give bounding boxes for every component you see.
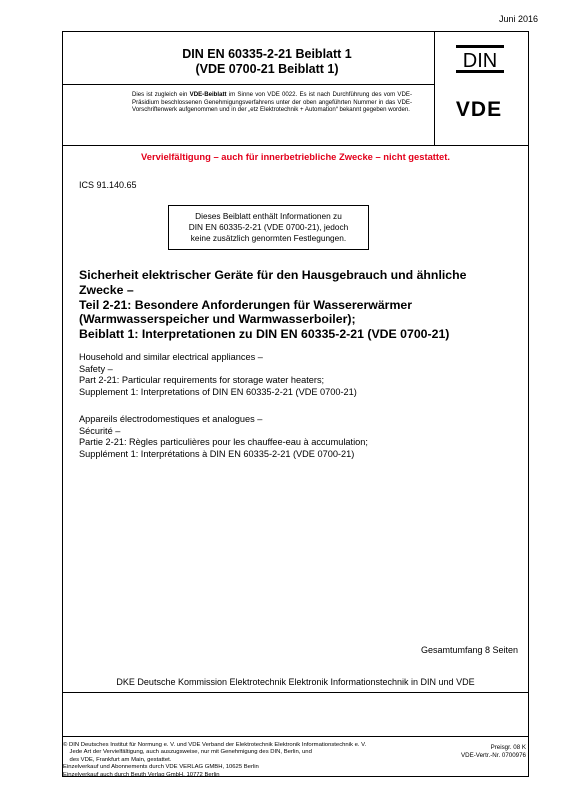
title-french: Appareils électrodomestiques et analogues – Sécurité – Partie 2-21: Règles particulières pour les chauffee-eau à accumulation; Supplément 1: Interprétations à DIN EN 60335-2-21 (VDE 0700-21) bbox=[79, 414, 368, 459]
dke-divider bbox=[63, 692, 528, 693]
title-english: Household and similar electrical appliances – Safety – Part 2-21: Particular requirements for storage water heaters; Supplement 1: Interpretations of DIN EN 60335-2-21 (VDE 0700-21) bbox=[79, 352, 357, 397]
document-frame bbox=[62, 31, 529, 777]
din-logo bbox=[455, 44, 505, 74]
vde-number: (VDE 0700-21 Beiblatt 1) bbox=[195, 62, 339, 76]
footer-divider bbox=[63, 736, 528, 737]
din-logo-text: DIN bbox=[462, 50, 498, 72]
order-number: VDE-Vertr.-Nr. 0700976 bbox=[461, 751, 526, 759]
vde-logo-text: VDE bbox=[455, 98, 503, 119]
title-divider bbox=[63, 84, 434, 85]
title-german: Sicherheit elektrischer Geräte für den Hausgebrauch und ähnliche Zwecke – Teil 2-21: Besondere Anforderungen für Wassererwärmer (Warmwasserspeicher und Warmwasserboiler); Beiblatt 1: Interpretationen zu DIN EN 60335-2-21 (VDE 0700-21) bbox=[79, 268, 467, 342]
document-title bbox=[124, 47, 410, 77]
vde-notice: Dies ist zugleich ein VDE-Beiblatt im Sinne von VDE 0022. Es ist nach Durchführung des vom VDE-Präsidium beschlossenen Genehmigungsverfahrens unter der oben angeführten Nummer in das VDE-Vorschriftenwerk aufgenommen und in der „etz Elektrotechnik + Automation“ bekannt gegeben worden. bbox=[132, 91, 412, 114]
vde-logo bbox=[438, 97, 520, 119]
document-number: DIN EN 60335-2-21 Beiblatt 1 bbox=[182, 47, 352, 61]
ics-code: ICS 91.140.65 bbox=[79, 180, 137, 190]
dke-line: DKE Deutsche Kommission Elektrotechnik Elektronik Informationstechnik in DIN und VDE bbox=[116, 677, 475, 687]
issue-date: Juni 2016 bbox=[498, 14, 538, 24]
reproduction-warning: Vervielfältigung – auch für innerbetriebliche Zwecke – nicht gestattet. bbox=[141, 151, 450, 162]
vde-beiblatt-term: VDE-Beiblatt bbox=[189, 91, 227, 98]
price-info bbox=[461, 744, 526, 760]
header-divider bbox=[63, 145, 528, 146]
price-group: Preisgr. 08 K bbox=[490, 744, 526, 751]
copyright-footer: © DIN Deutsches Institut für Normung e. V. und VDE Verband der Elektrotechnik Elektronik Informationstechnik e. V. Jede Art der Vervielfältigung, auch auszugsweise, nur mit Genehmigung des DIN, Berlin, und des VDE, Frankfurt am Main, gestattet. Einzelverkauf und Abonnements durch VDE VERLAG GMBH, 10625 Berlin Einzelverkauf auch durch Beuth Verlag GmbH, 10772 Berlin bbox=[63, 742, 367, 778]
header-divider-vertical bbox=[434, 32, 435, 145]
total-pages: Gesamtumfang 8 Seiten bbox=[420, 645, 518, 655]
info-box: Dieses Beiblatt enthält Informationen zu DIN EN 60335-2-21 (VDE 0700-21), jedoch keine zusätzlich genormten Festlegungen. bbox=[168, 205, 369, 250]
